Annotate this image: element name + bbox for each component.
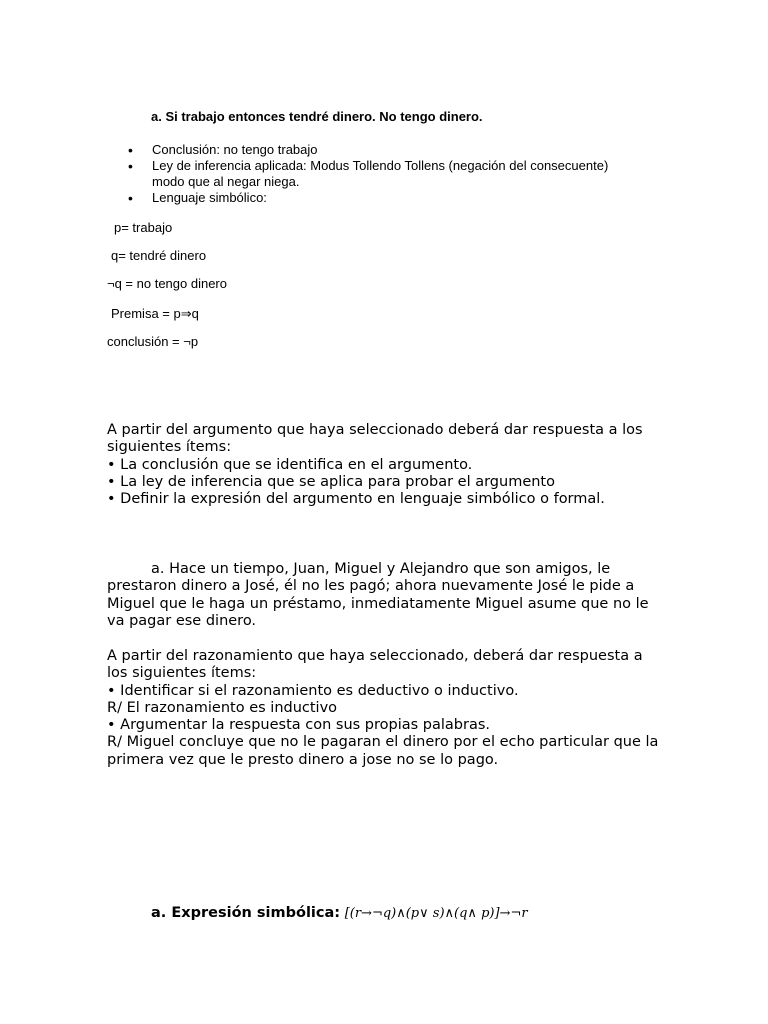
list-item: [128, 142, 608, 158]
text-line: • Identificar si el razonamiento es deductivo o inductivo.: [107, 682, 519, 699]
section4-paragraph: [107, 648, 658, 769]
section1-bullet-list: [128, 142, 609, 206]
text-line: • La ley de inferencia que se aplica para probar el argumento: [107, 473, 555, 490]
bullet-text: Conclusión: no tengo trabajo: [152, 142, 318, 157]
text-line: siguientes ítems:: [107, 439, 232, 456]
bullet-icon: •: [128, 190, 133, 206]
symbolic-expression-label: a. Expresión simbólica:: [151, 905, 341, 921]
bullet-text: Ley de inferencia aplicada: Modus Tollendo Tollens (negación del consecuente): [152, 158, 609, 173]
text-line: R/ Miguel concluye que no le pagaran el dinero por el echo particular que la: [107, 734, 659, 751]
list-item: [128, 190, 608, 206]
text-line: • Definir la expresión del argumento en lenguaje simbólico o formal.: [107, 491, 605, 508]
bullet-text: Lenguaje simbólico:: [152, 190, 267, 205]
list-item: [128, 158, 609, 190]
bullet-icon: •: [128, 158, 133, 174]
text-line: Miguel que le haga un préstamo, inmediatamente Miguel asume que no le: [107, 595, 649, 612]
text-line: prestaron dinero a José, él no les pagó; ahora nuevamente José le pide a: [107, 578, 635, 595]
text-line: a. Hace un tiempo, Juan, Miguel y Alejandro que son amigos, le: [151, 561, 611, 577]
conclusion: conclusión = ¬p: [107, 334, 199, 349]
text-line: primera vez que le presto dinero a jose no se lo pago.: [107, 751, 499, 768]
definition-p: p= trabajo: [114, 220, 173, 235]
definition-q: q= tendré dinero: [111, 248, 207, 263]
text-line: va pagar ese dinero.: [107, 612, 257, 629]
text-line: • Argumentar la respuesta con sus propias palabras.: [107, 717, 491, 734]
section1-heading: a. Si trabajo entonces tendré dinero. No tengo dinero.: [151, 109, 483, 124]
text-line: R/ El razonamiento es inductivo: [107, 699, 338, 716]
bullet-text: modo que al negar niega.: [152, 174, 300, 189]
symbolic-expression-formula: [(r→¬q)∧(p∨ s)∧(q∧ p)]→¬r: [344, 906, 528, 921]
symbolic-expression: [151, 905, 528, 922]
text-line: A partir del razonamiento que haya seleccionado, deberá dar respuesta a: [107, 648, 643, 664]
text-line: A partir del argumento que haya seleccionado deberá dar respuesta a los: [107, 422, 643, 438]
definition-not-q: ¬q = no tengo dinero: [107, 276, 227, 291]
text-line: los siguientes ítems:: [107, 665, 257, 682]
text-line: • La conclusión que se identifica en el argumento.: [107, 456, 473, 473]
premise: Premisa = p⇒q: [111, 306, 199, 321]
section2-paragraph: [107, 422, 643, 508]
section3-paragraph: [107, 561, 649, 630]
bullet-icon: •: [128, 142, 133, 158]
